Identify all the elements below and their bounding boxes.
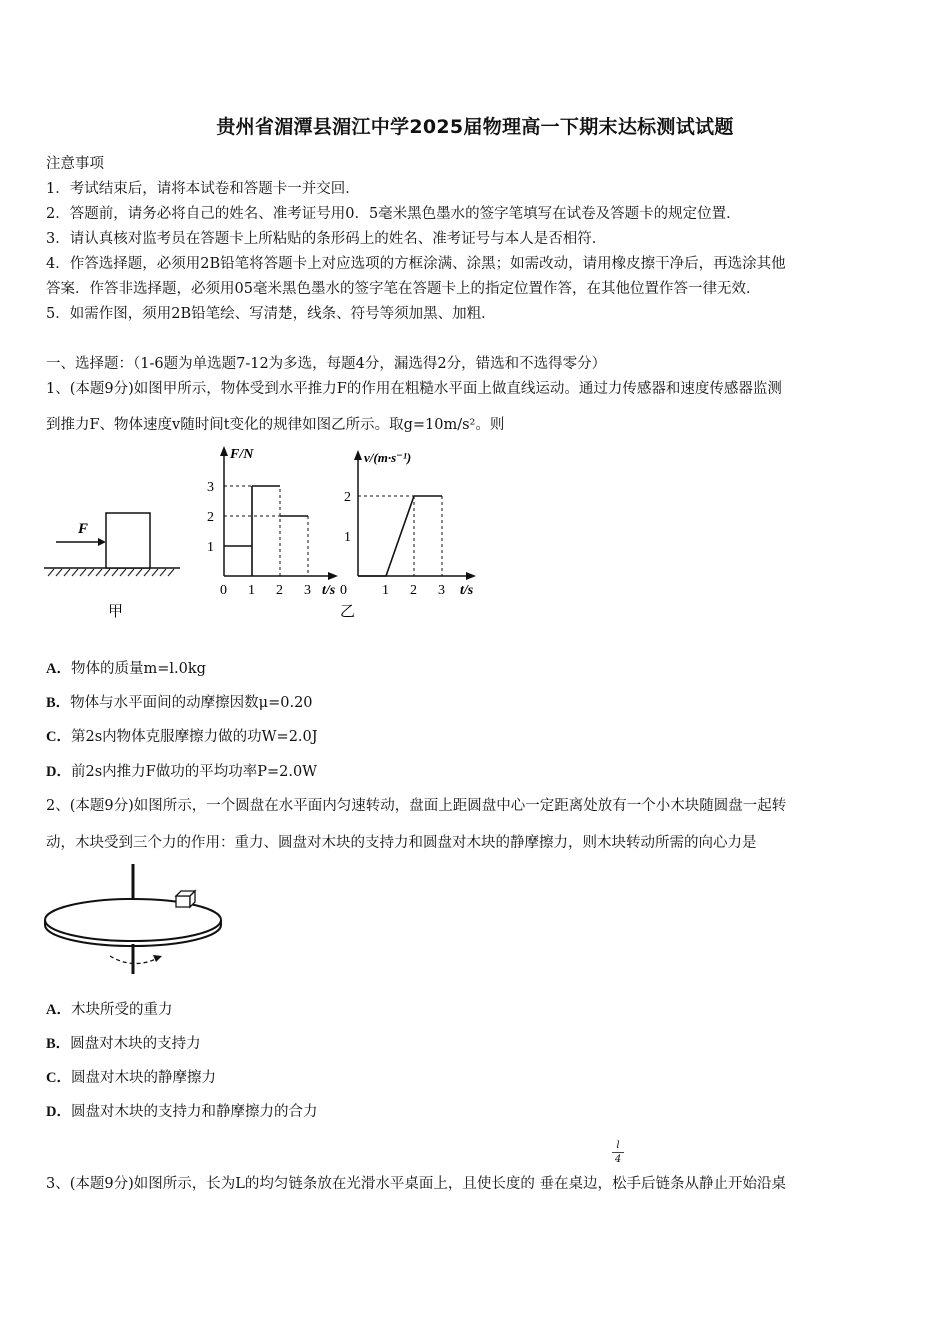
force-label: F [78,521,89,537]
x-axis-arrow [466,572,476,580]
x-tick-label: 2 [410,583,417,598]
option-text: 物体的质量m=l.0kg [70,661,206,677]
x-tick-label: 2 [276,583,283,598]
option-text: 圆盘对木块的静摩擦力 [70,1070,216,1086]
caption-jia: 甲 [108,604,124,620]
x-tick-label: 0 [220,583,227,598]
option-letter: C． [46,1070,71,1086]
wood-block-icon [176,891,195,907]
q1-option-c[interactable] [46,725,318,746]
y-tick-label: 3 [207,480,214,495]
x-axis-label: t/s [322,583,336,598]
option-letter: C． [46,729,71,745]
x-tick-label: 1 [382,583,389,598]
section-heading: 一、选择题：（1-6题为单选题7-12为多选，每题4分，漏选得2分，错选和不选得零分） [46,356,607,372]
q1-option-b[interactable] [46,691,313,712]
option-letter: A． [46,1002,71,1018]
y-tick-label: 1 [207,540,214,555]
option-text: 物体与水平面间的动摩擦因数μ=0.20 [70,695,313,711]
option-letter: B． [46,695,71,711]
fraction-denominator: 4 [614,1154,622,1165]
y-axis-label: F/N [230,447,254,462]
y-tick-label: 1 [344,530,351,545]
q1-stem-line1: 1、(本题9分)如图甲所示，物体受到水平推力F的作用在粗糙水平面上做直线运动。通过力传感器和速度传感器监测 [46,381,782,397]
force-time-graph [207,446,338,598]
rotating-disk-figure [40,858,240,978]
q2-option-b[interactable] [46,1032,201,1053]
q3-stem-line1: 3、(本题9分)如图所示，长为L的均匀链条放在光滑水平桌面上，且使长度的 垂在桌边，松手后链条从静止开始沿桌 [46,1176,786,1192]
option-letter: B． [46,1036,71,1052]
x-axis-label: t/s [460,583,474,598]
x-axis-arrow [328,572,338,580]
notice-item-4: 4．作答选择题，必须用2B铅笔将答题卡上对应选项的方框涂满、涂黑；如需改动，请用橡皮擦干净后，再选涂其他 [46,256,786,272]
y-axis-arrow [220,446,228,456]
q2-option-d[interactable] [46,1100,317,1121]
option-text: 前2s内推力F做功的平均功率P=2.0W [70,764,318,780]
q2-option-c[interactable] [46,1066,216,1087]
option-text: 木块所受的重力 [70,1002,173,1018]
q2-option-a[interactable] [46,998,172,1019]
option-letter: D． [46,764,71,780]
q3-fraction [612,1140,624,1165]
notice-heading: 注意事项 [46,156,104,172]
y-axis-label: v/(m·s⁻¹) [364,450,412,465]
option-text: 圆盘对木块的支持力和静摩擦力的合力 [70,1104,318,1120]
page-title: 贵州省湄潭县湄江中学2025届物理高一下期末达标测试试题 [216,116,734,138]
y-axis-arrow [354,450,362,460]
notice-item-3: 3．请认真核对监考员在答题卡上所粘贴的条形码上的姓名、准考证号与本人是否相符． [46,231,607,247]
q2-stem-line2: 动，木块受到三个力的作用：重力、圆盘对木块的支持力和圆盘对木块的静摩擦力，则木块转动所需的向心力是 [46,835,757,851]
y-tick-label: 2 [344,490,351,505]
notice-item-5: 5．如需作图，须用2B铅笔绘、写清楚，线条、符号等须加黑、加粗． [46,306,496,322]
velocity-line [358,496,442,576]
q1-option-a[interactable] [46,657,206,678]
q2-stem-line1: 2、(本题9分)如图所示，一个圆盘在水平面内匀速转动，盘面上距圆盘中心一定距离处放有一个小木块随圆盘一起转 [46,798,787,814]
notice-item-1: 1．考试结束后，请将本试卷和答题卡一并交回． [46,181,360,197]
option-letter: D． [46,1104,71,1120]
notice-item-2: 2．答题前，请务必将自己的姓名、准考证号用0．5毫米黑色墨水的签字笔填写在试卷及答题卡的规定位置． [46,206,741,222]
y-tick-label: 2 [207,510,214,525]
q1-stem-line2: 到推力F、物体速度v随时间t变化的规律如图乙所示。取g=10m/s²。则 [46,417,505,433]
caption-yi: 乙 [340,604,356,620]
x-tick-label: 0 [340,583,347,598]
q1-figure [40,440,490,630]
option-text: 圆盘对木块的支持力 [70,1036,201,1052]
velocity-time-graph [340,450,476,598]
block-diagram [44,513,180,620]
option-text: 第2s内物体克服摩擦力做的功W=2.0J [70,729,318,745]
fraction-numerator: l [616,1140,620,1151]
x-tick-label: 1 [248,583,255,598]
option-letter: A． [46,661,71,677]
q1-option-d[interactable] [46,760,317,781]
notice-item-4-cont: 答案．作答非选择题，必须用05毫米黑色墨水的签字笔在答题卡上的指定位置作答，在其他位置作答一律无效． [46,281,761,297]
x-tick-label: 3 [438,583,445,598]
x-tick-label: 3 [304,583,311,598]
